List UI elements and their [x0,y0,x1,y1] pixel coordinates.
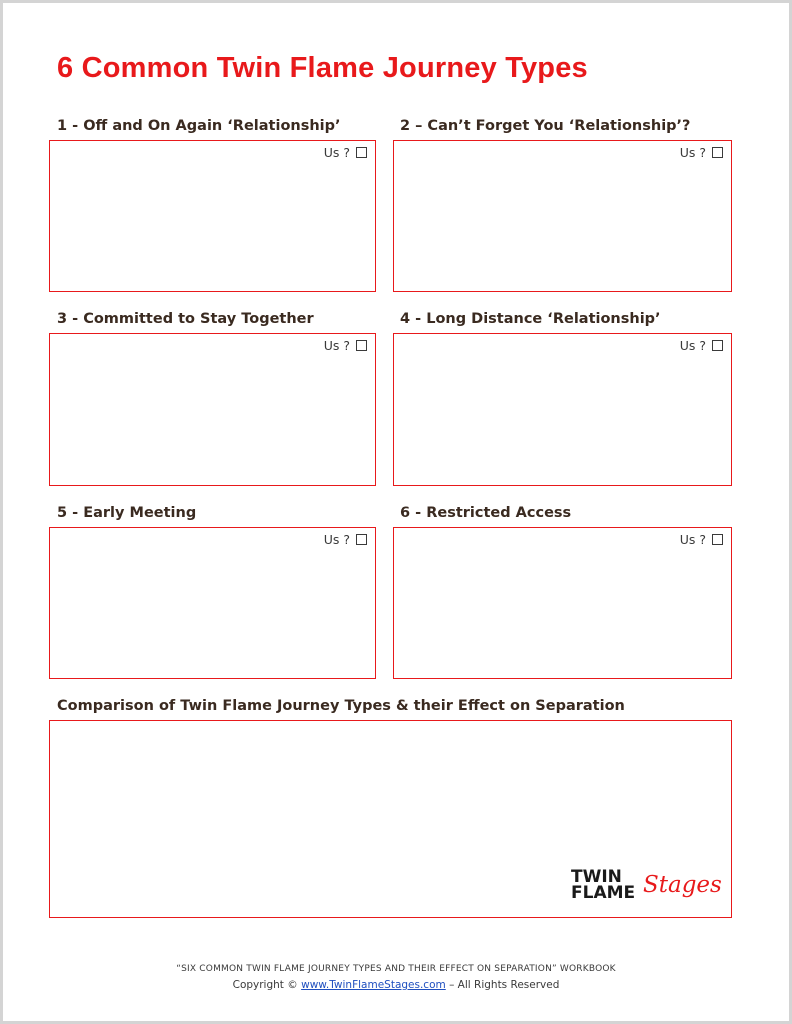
twin-flame-stages-logo [571,869,721,909]
checkbox-icon[interactable] [712,534,723,545]
type-1-answer-box[interactable] [49,140,376,292]
type-2-answer-box[interactable] [393,140,732,292]
type-3-heading: 3 - Committed to Stay Together [57,311,314,327]
us-label: Us ? [323,145,350,160]
us-label: Us ? [679,145,706,160]
checkbox-icon[interactable] [356,340,367,351]
logo-line-twin: TWIN [571,867,622,887]
type-3-answer-box[interactable] [49,333,376,486]
logo-script-stages: Stages [643,872,722,898]
comparison-heading: Comparison of Twin Flame Journey Types & their Effect on Separation [57,698,625,714]
copyright-suffix: – All Rights Reserved [449,979,560,991]
type-1-us-checkbox[interactable] [324,145,367,160]
type-4-us-checkbox[interactable] [680,338,723,353]
type-1-heading: 1 - Off and On Again ‘Relationship’ [57,118,341,134]
checkbox-icon[interactable] [356,147,367,158]
comparison-answer-box[interactable] [49,720,732,918]
type-6-answer-box[interactable] [393,527,732,679]
type-4-answer-box[interactable] [393,333,732,486]
type-6-heading: 6 - Restricted Access [400,505,572,521]
type-4-heading: 4 - Long Distance ‘Relationship’ [400,311,661,327]
us-label: Us ? [679,338,706,353]
logo-wordmark [571,869,635,901]
copyright-prefix: Copyright © [232,979,298,991]
checkbox-icon[interactable] [356,534,367,545]
checkbox-icon[interactable] [712,147,723,158]
page-title: 6 Common Twin Flame Journey Types [57,52,588,84]
type-3-us-checkbox[interactable] [324,338,367,353]
footer-copyright [0,979,792,991]
type-5-heading: 5 - Early Meeting [57,505,197,521]
website-link[interactable]: www.TwinFlameStages.com [301,979,446,991]
logo-line-flame: FLAME [571,883,636,903]
us-label: Us ? [323,532,350,547]
type-5-us-checkbox[interactable] [324,532,367,547]
us-label: Us ? [323,338,350,353]
type-2-us-checkbox[interactable] [680,145,723,160]
footer-workbook-title: “SIX COMMON TWIN FLAME JOURNEY TYPES AND THEIR EFFECT ON SEPARATION” WORKBOOK [176,964,616,974]
type-6-us-checkbox[interactable] [680,532,723,547]
checkbox-icon[interactable] [712,340,723,351]
type-2-heading: 2 – Can’t Forget You ‘Relationship’? [400,118,691,134]
type-5-answer-box[interactable] [49,527,376,679]
us-label: Us ? [679,532,706,547]
